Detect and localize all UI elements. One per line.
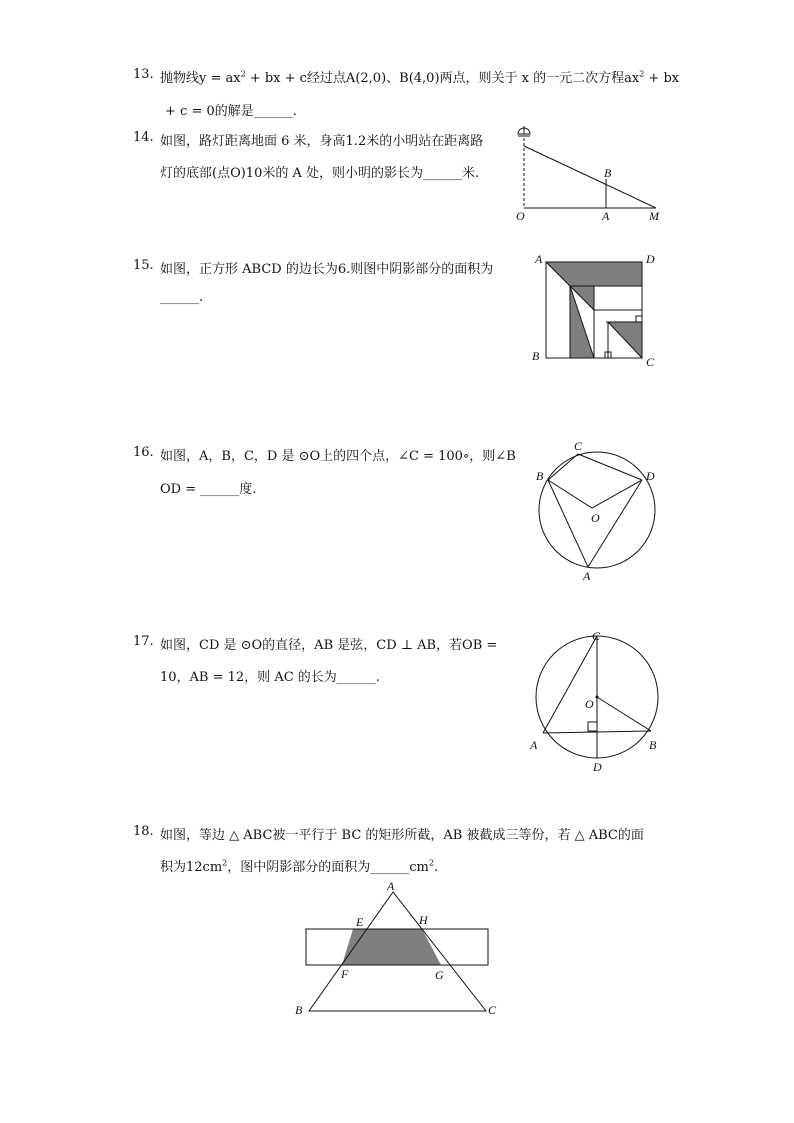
label-H: H [419,913,428,927]
shaded-band-corner [608,322,642,358]
label-A: A [602,209,610,223]
label-B: B [604,166,612,180]
q14-line2: 灯的底部(点O)10米的 A 处，则小明的影长为______米. [160,166,480,181]
segment-AC [543,636,597,733]
right-angle-mark [636,316,642,322]
label-B: B [536,469,544,483]
label-D: D [593,760,602,774]
light-ray [524,146,656,208]
q14-figure [510,120,670,225]
label-C: C [646,355,655,369]
label-A: A [387,879,395,893]
q16-figure [530,440,665,585]
label-D: D [646,252,655,266]
label-G: G [435,968,444,982]
chord-BCD [548,454,642,480]
label-C: C [592,629,601,643]
label-A: A [535,252,543,266]
label-B: B [532,349,540,363]
shaded-band-top [546,262,642,286]
q13-line1: 抛物线$y = ax^2$ + bx + c经过点A(2,0)、B(4,0)两点，则关于 x 的一元二次方程$ax^2$ + bx [160,69,680,86]
q14-number: 14. [133,130,154,145]
q14-line1: 如图，路灯距离地面 6 米，身高1.2米的小明站在距离路 [160,134,484,149]
q16-line1: 如图，A，B，C，D 是 ⊙O上的四个点，∠C = 100∘，则∠B [160,449,516,464]
right-angle-mark [588,722,597,731]
q17-line1: 如图，CD 是 ⊙O的直径，AB 是弦，CD ⊥ AB，若OB = [160,638,498,653]
q13-line2: + c = 0的解是______. [165,104,297,119]
label-B: B [649,738,657,752]
label-O: O [591,511,600,525]
q18-line2: 积为$12cm^2$，图中阴影部分的面积为$\_\_\_\_\_\_cm^2$. [160,858,439,875]
q18-number: 18. [133,824,154,839]
segment-OB [597,697,651,731]
label-C: C [574,439,583,453]
q18-figure [290,878,505,1018]
label-E: E [356,915,364,929]
circle-O [539,452,655,568]
q13-number: 13. [133,67,154,82]
label-A: A [530,738,538,752]
label-C: C [488,1003,497,1017]
street-lamp-icon [518,126,530,136]
label-M: M [649,209,659,223]
label-D: D [646,469,655,483]
q15-figure [528,250,668,375]
label-A: A [583,569,591,583]
q17-figure [525,625,665,775]
q16-line2: OD = ______度. [160,482,257,497]
label-B: B [295,1003,303,1017]
angle-BOD [548,480,642,508]
q16-number: 16. [133,445,154,460]
label-O: O [585,697,594,711]
q17-number: 17. [133,634,154,649]
q17-line2: 10，AB = 12，则 AC 的长为______. [160,670,380,685]
q15-number: 15. [133,258,154,273]
q15-line1: 如图，正方形 ABCD 的边长为6.则图中阴影部分的面积为 [160,262,494,277]
label-F: F [341,967,349,981]
label-O: O [516,209,525,223]
q18-line1: 如图，等边 △ ABC被一平行于 BC 的矩形所截，AB 被截成三等份，若 △ ABC的面 [160,828,644,843]
q15-line2: ______. [160,290,204,305]
